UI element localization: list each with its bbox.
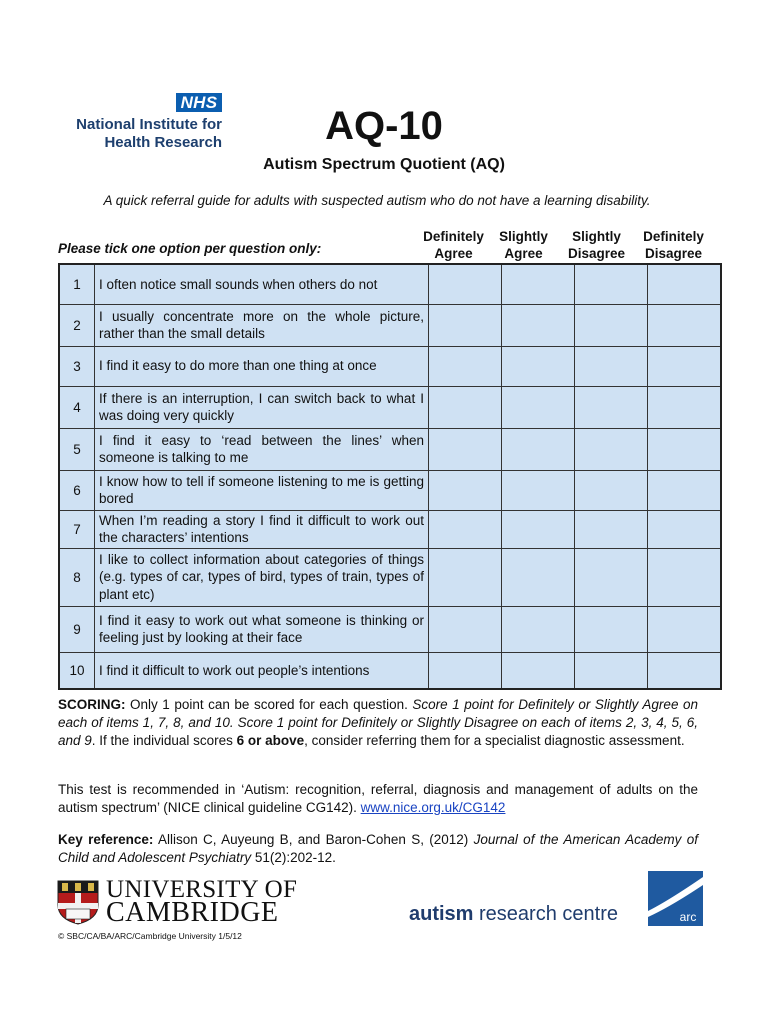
reference-journal: Journal of the American Academy of Child and Adolescent Psychiatry [58, 832, 698, 865]
answer-cell-slightly-disagree[interactable] [575, 652, 648, 689]
answer-cell-definitely-disagree[interactable] [648, 264, 722, 304]
nihr-name-line1: National Institute for [76, 116, 222, 133]
answer-cell-slightly-disagree[interactable] [575, 606, 648, 652]
question-text: I know how to tell if someone listening to me is getting bored [95, 470, 429, 510]
scoring-rule: Score 1 point for Definitely or Slightly Agree on each of items 1, 7, 8, and 10. Score 1 point for Definitely or Slightly Disagree on each of items 2, 3, 4, 5, 6, and 9 [58, 697, 698, 748]
scoring-text: , consider referring them for a specialist diagnostic assessment. [304, 733, 685, 748]
table-row [59, 346, 721, 386]
question-text: I find it easy to work out what someone is thinking or feeling just by looking at their face [95, 606, 429, 652]
answer-cell-slightly-disagree[interactable] [575, 264, 648, 304]
question-number: 2 [59, 304, 95, 346]
answer-cell-definitely-agree[interactable] [429, 606, 502, 652]
answer-cell-definitely-disagree[interactable] [648, 304, 722, 346]
question-number: 5 [59, 428, 95, 470]
recommendation-text: This test is recommended in ‘Autism: recognition, referral, diagnosis and management of adults on the autism spectrum’ (NICE clinical guideline CG142). [58, 782, 698, 815]
answer-cell-definitely-agree[interactable] [429, 346, 502, 386]
answer-cell-slightly-agree[interactable] [502, 346, 575, 386]
scoring-text: Only 1 point can be scored for each question. [125, 697, 413, 712]
answer-cell-definitely-disagree[interactable] [648, 652, 722, 689]
answer-cell-definitely-agree[interactable] [429, 548, 502, 606]
page-subtitle: Autism Spectrum Quotient (AQ) [263, 156, 505, 173]
question-text: If there is an interruption, I can switch back to what I was doing very quickly [95, 386, 429, 428]
recommendation-paragraph [58, 781, 698, 817]
answer-cell-slightly-agree[interactable] [502, 386, 575, 428]
table-row [59, 470, 721, 510]
table-row [59, 510, 721, 548]
table-row [59, 606, 721, 652]
answer-cell-slightly-agree[interactable] [502, 428, 575, 470]
arc-name: autism research centre [409, 903, 618, 925]
instruction-text: Please tick one option per question only: [58, 241, 322, 256]
answer-cell-slightly-disagree[interactable] [575, 548, 648, 606]
column-header-definitely-disagree: Definitely Disagree [643, 229, 704, 261]
cambridge-name-line1: UNIVERSITY OF [106, 876, 298, 903]
question-text: I usually concentrate more on the whole picture, rather than the small details [95, 304, 429, 346]
answer-cell-definitely-disagree[interactable] [648, 346, 722, 386]
scoring-text: . If the individual scores [91, 733, 237, 748]
arc-logo-icon [648, 871, 703, 926]
question-text: I find it difficult to work out people’s intentions [95, 652, 429, 689]
reference-citation: 51(2):202-12. [251, 850, 336, 865]
column-header-slightly-agree: Slightly Agree [499, 229, 548, 261]
column-header-slightly-disagree: Slightly Disagree [567, 229, 626, 261]
table-row [59, 264, 721, 304]
nhs-logo: NHS [176, 93, 222, 112]
question-number: 4 [59, 386, 95, 428]
answer-cell-definitely-agree[interactable] [429, 264, 502, 304]
question-number: 6 [59, 470, 95, 510]
question-text: I find it easy to do more than one thing at once [95, 346, 429, 386]
table-row [59, 304, 721, 346]
answer-cell-slightly-agree[interactable] [502, 606, 575, 652]
questionnaire-table [58, 263, 722, 690]
answer-cell-definitely-agree[interactable] [429, 428, 502, 470]
svg-text:arc: arc [679, 910, 697, 924]
question-number: 10 [59, 652, 95, 689]
answer-cell-slightly-agree[interactable] [502, 510, 575, 548]
answer-cell-slightly-agree[interactable] [502, 548, 575, 606]
answer-cell-slightly-disagree[interactable] [575, 510, 648, 548]
answer-cell-slightly-disagree[interactable] [575, 304, 648, 346]
reference-paragraph [58, 831, 698, 867]
answer-cell-slightly-agree[interactable] [502, 264, 575, 304]
answer-cell-definitely-disagree[interactable] [648, 510, 722, 548]
answer-cell-slightly-agree[interactable] [502, 652, 575, 689]
scoring-paragraph [58, 696, 698, 750]
answer-cell-slightly-disagree[interactable] [575, 470, 648, 510]
cambridge-name-line2: CAMBRIDGE [106, 897, 279, 928]
answer-cell-definitely-agree[interactable] [429, 304, 502, 346]
question-number: 8 [59, 548, 95, 606]
question-number: 9 [59, 606, 95, 652]
reference-authors: Allison C, Auyeung B, and Baron-Cohen S, (2012) [153, 832, 474, 847]
question-text: I find it easy to ‘read between the lines’ when someone is talking to me [95, 428, 429, 470]
answer-cell-definitely-agree[interactable] [429, 652, 502, 689]
answer-cell-slightly-agree[interactable] [502, 470, 575, 510]
answer-cell-definitely-agree[interactable] [429, 386, 502, 428]
scoring-label: SCORING: [58, 697, 126, 712]
nihr-name-line2: Health Research [104, 134, 222, 151]
answer-cell-definitely-disagree[interactable] [648, 386, 722, 428]
cambridge-crest-icon [56, 879, 100, 925]
nice-link[interactable]: www.nice.org.uk/CG142 [360, 800, 506, 815]
question-number: 7 [59, 510, 95, 548]
answer-cell-slightly-disagree[interactable] [575, 428, 648, 470]
answer-cell-slightly-disagree[interactable] [575, 386, 648, 428]
table-row [59, 428, 721, 470]
answer-cell-definitely-disagree[interactable] [648, 606, 722, 652]
answer-cell-slightly-disagree[interactable] [575, 346, 648, 386]
reference-label: Key reference: [58, 832, 154, 847]
table-row [59, 386, 721, 428]
question-text: I like to collect information about categories of things (e.g. types of car, types of bird, types of train, types of plant etc) [95, 548, 429, 606]
answer-cell-definitely-agree[interactable] [429, 470, 502, 510]
table-row [59, 548, 721, 606]
table-row [59, 652, 721, 689]
intro-text: A quick referral guide for adults with suspected autism who do not have a learning disability. [103, 193, 651, 208]
answer-cell-definitely-disagree[interactable] [648, 548, 722, 606]
question-text: I often notice small sounds when others do not [95, 264, 429, 304]
question-number: 3 [59, 346, 95, 386]
answer-cell-definitely-agree[interactable] [429, 510, 502, 548]
column-header-definitely-agree: Definitely Agree [423, 229, 484, 261]
answer-cell-slightly-agree[interactable] [502, 304, 575, 346]
question-text: When I’m reading a story I find it difficult to work out the characters’ intentions [95, 510, 429, 548]
question-number: 1 [59, 264, 95, 304]
copyright-notice: © SBC/CA/BA/ARC/Cambridge University 1/5/12 [58, 931, 242, 941]
answer-cell-definitely-disagree[interactable] [648, 428, 722, 470]
scoring-threshold: 6 or above [236, 733, 305, 748]
answer-cell-definitely-disagree[interactable] [648, 470, 722, 510]
page-title: AQ-10 [325, 104, 443, 148]
